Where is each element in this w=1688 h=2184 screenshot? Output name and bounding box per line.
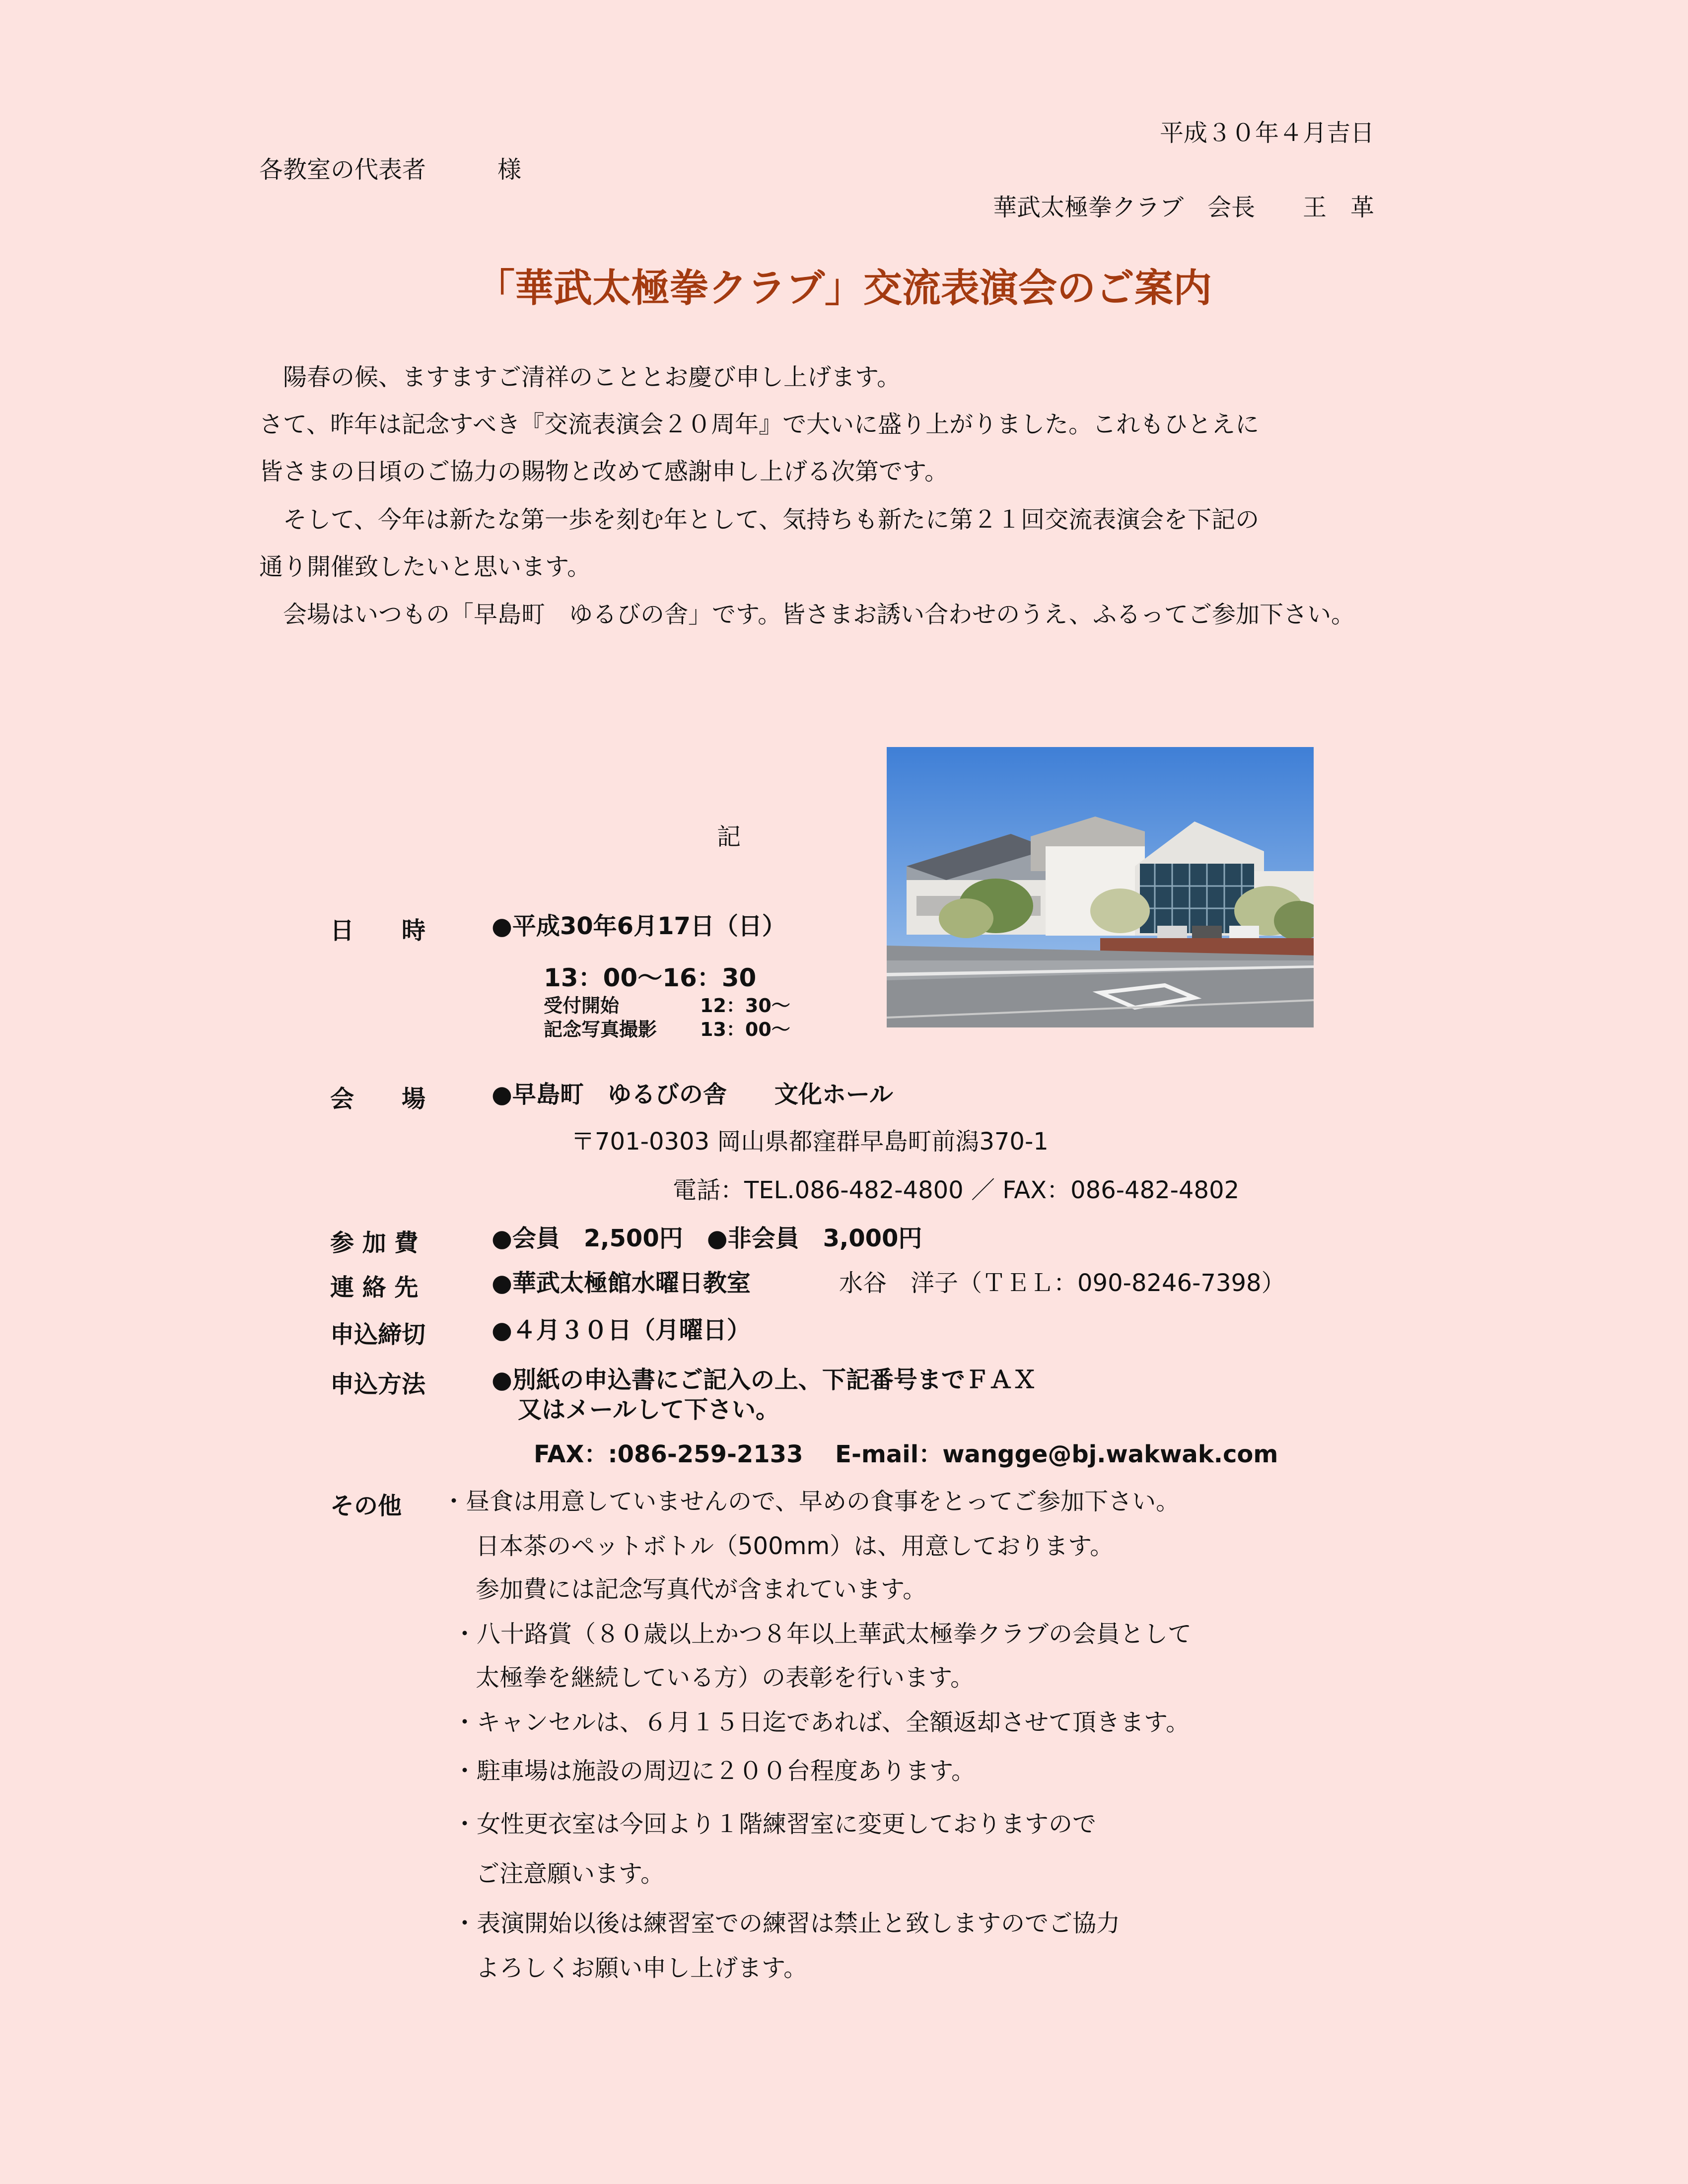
- reception-time: 12：30～: [700, 995, 790, 1017]
- venue-phone: 電話：TEL.086-482-4800 ／ FAX：086-482-4802: [673, 1176, 1240, 1204]
- body-line-4: そして、今年は新たな第一歩を刻む年として、気持ちも新たに第２１回交流表演会を下記の: [259, 506, 1260, 534]
- fax-email: FAX：:086-259-2133 E-mail：wangge@bj.wakwak.com: [534, 1440, 1278, 1468]
- other-line-5: 太極拳を継続している方）の表彰を行います。: [476, 1664, 975, 1692]
- label-venue: 会 場: [330, 1085, 426, 1113]
- other-line-7: ・駐車場は施設の周辺に２００台程度あります。: [453, 1757, 976, 1785]
- method-line-2: 又はメールして下さい。: [518, 1396, 780, 1424]
- label-deadline: 申込締切: [330, 1321, 426, 1349]
- photo-time: 13：00～: [700, 1019, 790, 1040]
- label-datetime: 日 時: [330, 917, 426, 945]
- photo-label: 記念写真撮影: [544, 1019, 657, 1040]
- event-time: 13：00～16：30: [544, 963, 757, 992]
- other-line-2: 日本茶のペットボトル（500mm）は、用意しております。: [476, 1532, 1114, 1560]
- other-line-6: ・キャンセルは、６月１５日迄であれば、全額返却させて頂きます。: [453, 1708, 1190, 1736]
- body-line-6: 会場はいつもの「早島町 ゆるびの舎」です。皆さまお誘い合わせのうえ、ふるってご参加下さい。: [259, 601, 1355, 628]
- other-line-8: ・女性更衣室は今回より１階練習室に変更しておりますので: [453, 1810, 1097, 1838]
- other-line-1: ・昼食は用意していませんので、早めの食事をとってご参加下さい。: [442, 1488, 1180, 1515]
- venue-address: 〒701-0303 岡山県都窪群早島町前潟370-1: [571, 1128, 1049, 1156]
- event-date: ●平成30年6月17日（日）: [492, 912, 786, 940]
- body-line-2: さて、昨年は記念すべき『交流表演会２０周年』で大いに盛り上がりました。これもひとえに: [259, 410, 1260, 438]
- contact-value: ●華武太極館水曜日教室: [492, 1269, 751, 1297]
- label-other: その他: [330, 1492, 402, 1520]
- sender: 華武太極拳クラブ 会長 王 革: [992, 194, 1374, 221]
- fee-value: ●会員 2,500円 ●非会員 3,000円: [492, 1225, 922, 1252]
- body-line-5: 通り開催致したいと思います。: [259, 553, 591, 581]
- body-line-3: 皆さまの日頃のご協力の賜物と改めて感謝申し上げる次第です。: [259, 458, 949, 485]
- venue-name: ●早島町 ゆるびの舎 文化ホール: [492, 1081, 893, 1108]
- other-line-3: 参加費には記念写真代が含まれています。: [476, 1575, 927, 1603]
- label-fee: 参 加 費: [330, 1229, 419, 1257]
- deadline-value: ●４月３０日（月曜日）: [492, 1316, 751, 1344]
- other-line-11: よろしくお願い申し上げます。: [476, 1954, 808, 1982]
- other-line-4: ・八十路賞（８０歳以上かつ８年以上華武太極拳クラブの会員として: [453, 1620, 1192, 1648]
- contact-person: 水谷 洋子（ＴＥＬ：090-8246-7398）: [839, 1269, 1285, 1297]
- label-method: 申込方法: [330, 1370, 426, 1398]
- venue-photo: [887, 747, 1314, 1027]
- page-title: 「華武太極拳クラブ」交流表演会のご案内: [476, 266, 1212, 311]
- label-contact: 連 絡 先: [330, 1274, 419, 1301]
- method-line-1: ●別紙の申込書にご記入の上、下記番号までＦＡＸ: [492, 1366, 1037, 1394]
- other-line-10: ・表演開始以後は練習室での練習は禁止と致しますのでご協力: [453, 1910, 1121, 1937]
- other-line-9: ご注意願います。: [476, 1860, 665, 1888]
- reception-label: 受付開始: [544, 995, 620, 1017]
- recipient: 各教室の代表者 様: [259, 156, 522, 184]
- ki-heading: 記: [717, 823, 741, 851]
- body-line-1: 陽春の候、ますますご清祥のこととお慶び申し上げます。: [259, 363, 901, 391]
- document-date: 平成３０年４月吉日: [1159, 119, 1374, 147]
